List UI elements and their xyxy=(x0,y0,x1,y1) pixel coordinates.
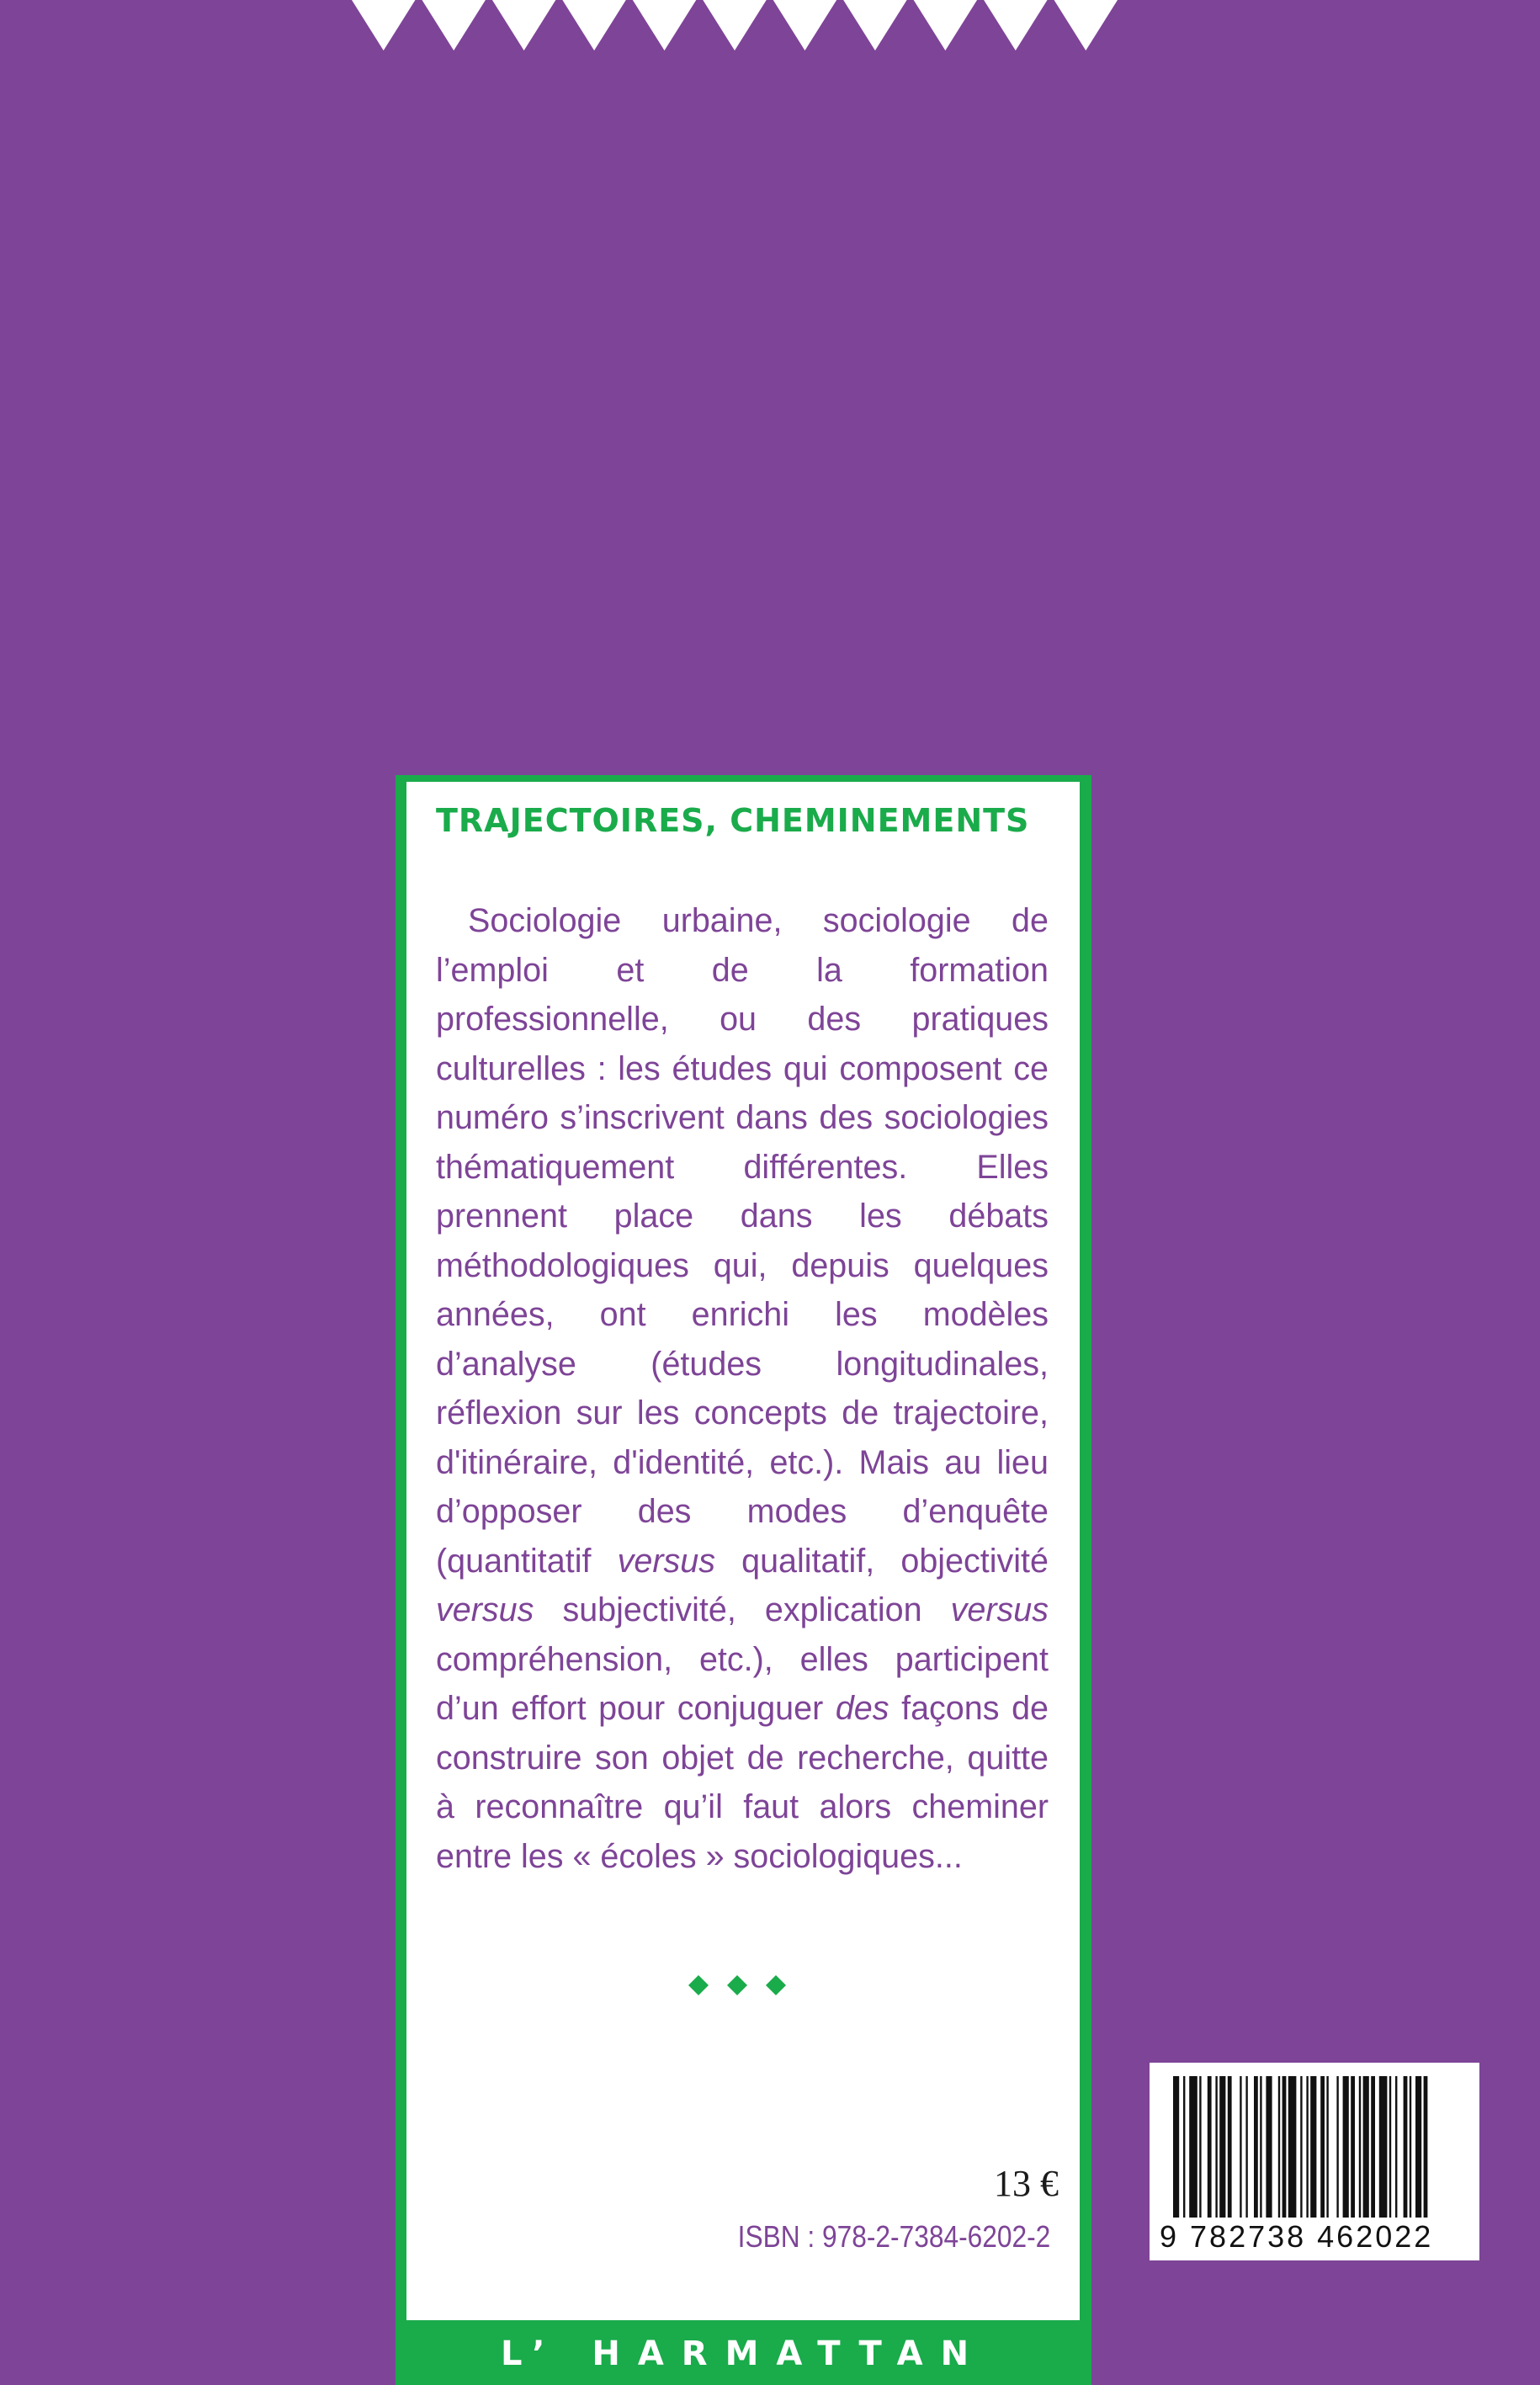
barcode-bar xyxy=(1424,2076,1428,2218)
barcode-bar xyxy=(1410,2076,1411,2218)
barcode-bar xyxy=(1282,2076,1287,2218)
barcode-bar xyxy=(1389,2076,1391,2218)
barcode-digits: 9 782738 462022 xyxy=(1160,2219,1434,2254)
barcode-bar xyxy=(1300,2076,1302,2218)
triangle-decoration xyxy=(633,0,696,50)
barcode-bar xyxy=(1326,2076,1328,2218)
barcode-bar xyxy=(1278,2076,1280,2218)
diamond-ornament-icon xyxy=(687,1973,788,1997)
barcode-bar xyxy=(1240,2076,1241,2218)
blurb-segment: façons de construire son objet de recherche, quitte à reconnaître qu’il faut alors cheminer entre les « écoles » sociologiques... xyxy=(436,1690,1049,1875)
barcode-bar xyxy=(1359,2076,1361,2218)
barcode-bar xyxy=(1336,2076,1338,2218)
triangle-decoration xyxy=(1054,0,1118,50)
barcode-bar xyxy=(1379,2076,1388,2218)
blurb-emphasis: versus xyxy=(436,1591,534,1628)
barcode-bar xyxy=(1320,2076,1325,2218)
blurb-emphasis: versus xyxy=(950,1591,1049,1628)
blurb-panel-inner xyxy=(406,782,1080,2320)
blurb-emphasis: des xyxy=(835,1690,889,1727)
barcode-bar xyxy=(1415,2076,1421,2218)
barcode-bar xyxy=(1208,2076,1212,2218)
barcode-bar xyxy=(1306,2076,1308,2218)
triangle-border-decoration xyxy=(348,0,1121,52)
barcode-bar xyxy=(1245,2076,1247,2218)
barcode-bar xyxy=(1404,2076,1408,2218)
triangle-decoration xyxy=(984,0,1047,50)
blurb-panel xyxy=(396,775,1091,2385)
triangle-decoration xyxy=(492,0,555,50)
triangle-decoration xyxy=(562,0,625,50)
barcode-bar xyxy=(1183,2076,1185,2218)
publisher-band xyxy=(396,2322,1091,2385)
barcode-bar xyxy=(1395,2076,1397,2218)
barcode-bar xyxy=(1371,2076,1375,2218)
blurb-segment: compréhension, etc.), elles participent d’un effort pour conjuguer xyxy=(436,1640,1049,1727)
series-title: TRAJECTOIRES, CHEMINEMENTS xyxy=(436,802,1030,839)
barcode-bar xyxy=(1363,2076,1369,2218)
barcode-bar xyxy=(1288,2076,1297,2218)
barcode-bar xyxy=(1343,2076,1349,2218)
barcode-bar xyxy=(1351,2076,1355,2218)
triangle-decoration xyxy=(352,0,415,50)
triangle-decoration xyxy=(843,0,906,50)
triangle-decoration xyxy=(703,0,766,50)
triangle-decoration xyxy=(422,0,485,50)
blurb-segment: Sociologie urbaine, sociologie de l’emploi et de la formation professionnelle, ou des pratiques culturelles : les études qui composent ce numéro s’inscrivent dans des sociologies thématiquement différentes. Elles prennent place dans les débats méthodologiques qui, depuis quelques années, ont enrichi les modèles d’analyse (études longitudinales, réflexion sur les concepts de trajectoire, d'itinéraire, d'identité, etc.). Mais au lieu d’opposer des modes d’enquête (quantitatif xyxy=(436,902,1049,1580)
barcode-bar xyxy=(1173,2076,1179,2218)
barcode-bar xyxy=(1266,2076,1272,2218)
barcode xyxy=(1150,2063,1479,2260)
barcode-bar xyxy=(1260,2076,1261,2218)
barcode-bar xyxy=(1219,2076,1225,2218)
blurb-segment: qualitatif, objectivité xyxy=(714,1542,1049,1580)
barcode-bar xyxy=(1254,2076,1258,2218)
barcode-bar xyxy=(1228,2076,1232,2218)
triangle-decoration xyxy=(773,0,836,50)
blurb-emphasis: versus xyxy=(617,1542,715,1580)
barcode-bar xyxy=(1215,2076,1217,2218)
blurb-segment: subjectivité, explication xyxy=(534,1591,951,1628)
isbn: ISBN : 978-2-7384-6202-2 xyxy=(737,2219,1050,2254)
barcode-bar xyxy=(1189,2076,1197,2218)
publisher-name: L’ HARMATTAN xyxy=(500,2334,987,2373)
barcode-bar xyxy=(1310,2076,1316,2218)
triangle-decoration xyxy=(914,0,977,50)
barcode-bar xyxy=(1199,2076,1201,2218)
blurb-text xyxy=(436,896,1049,1881)
price: 13 € xyxy=(994,2163,1059,2204)
